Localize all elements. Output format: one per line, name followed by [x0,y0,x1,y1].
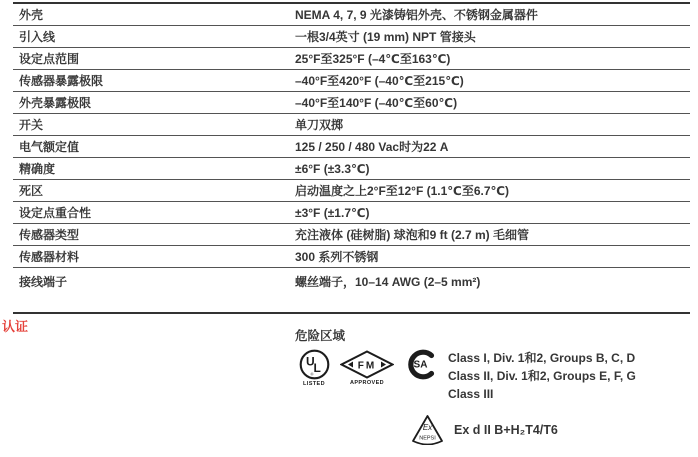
table-row [13,70,690,92]
csa-icon [405,349,436,380]
row-value: 螺丝端子，10–14 AWG (2–5 mm²) [295,275,481,289]
table-row [13,202,690,224]
class-rating-line: Class II, Div. 1和2, Groups E, F, G [448,369,636,383]
row-label: 精确度 [19,162,56,176]
row-value: NEMA 4, 7, 9 光漆铸铝外壳、不锈钢金属器件 [295,8,538,22]
svg-text:®: ® [310,371,313,377]
fm-approved-icon [340,350,394,379]
row-label: 引入线 [19,30,56,44]
row-value: 充注液体 (硅树脂) 球泡和9 ft (2.7 m) 毛细管 [295,228,530,242]
row-value: ±3°F (±1.7℃) [295,205,370,220]
row-label: 死区 [19,184,44,198]
svg-text:NEPSI: NEPSI [419,435,436,442]
row-value: 125 / 250 / 480 Vac时为22 A [295,140,449,154]
row-label: 外壳 [19,8,44,22]
row-label: 设定点范围 [19,52,80,66]
ul-caption: LISTED [303,381,325,387]
row-value: 25°F至325°F (–4℃至163℃) [295,52,451,66]
row-value: 启动温度之上2°F至12°F (1.1℃至6.7℃) [295,184,510,198]
table-row [13,48,690,70]
ul-listed-icon [299,349,330,380]
row-value: –40°F至140°F (–40℃至60℃) [295,96,458,110]
row-value: –40°F至420°F (–40℃至215℃) [295,74,464,88]
svg-text:Ex: Ex [422,423,433,432]
row-label: 设定点重合性 [19,206,92,220]
row-value: 300 系列不锈钢 [295,250,379,264]
nepsi-rating-row [411,414,695,445]
certification-section-label: 认证 [2,319,29,334]
class-rating-line: Class I, Div. 1和2, Groups B, C, D [448,351,636,365]
nepsi-ex-logo [411,414,444,445]
fm-caption: APPROVED [349,380,385,386]
fm-approved-logo [340,350,394,386]
table-row [13,268,690,314]
svg-text:FM: FM [357,360,377,372]
row-label: 传感器材料 [19,250,80,264]
table-row [13,246,690,268]
table-row [13,136,690,158]
row-label: 电气额定值 [19,140,80,154]
ex-rating-text: Ex d II B+H₂T4/T6 [454,422,558,437]
row-label: 接线端子 [19,275,68,289]
table-row [13,180,690,202]
ul-listed-logo [297,349,331,387]
spec-table [13,2,690,314]
table-row [13,26,690,48]
class-rating-line: Class III [448,387,494,401]
table-row [13,158,690,180]
certification-logos-row [295,349,695,403]
svg-text:L: L [313,361,321,375]
table-row [13,92,690,114]
table-row [13,224,690,246]
hazardous-area-title: 危险区域 [295,329,346,343]
svg-text:U: U [305,354,315,369]
svg-text:SA: SA [413,359,427,371]
row-label: 传感器暴露极限 [19,74,104,88]
class-ratings [448,349,636,403]
csa-logo [404,349,436,380]
row-label: 外壳暴露极限 [19,96,92,110]
hazardous-area-block [295,326,695,445]
row-label: 传感器类型 [19,228,80,242]
row-value: 单刀双掷 [295,118,344,132]
row-value: 一根3/4英寸 (19 mm) NPT 管接头 [295,30,476,44]
table-row [13,4,690,26]
row-value: ±6°F (±3.3℃) [295,161,370,176]
table-row [13,114,690,136]
row-label: 开关 [19,118,44,132]
